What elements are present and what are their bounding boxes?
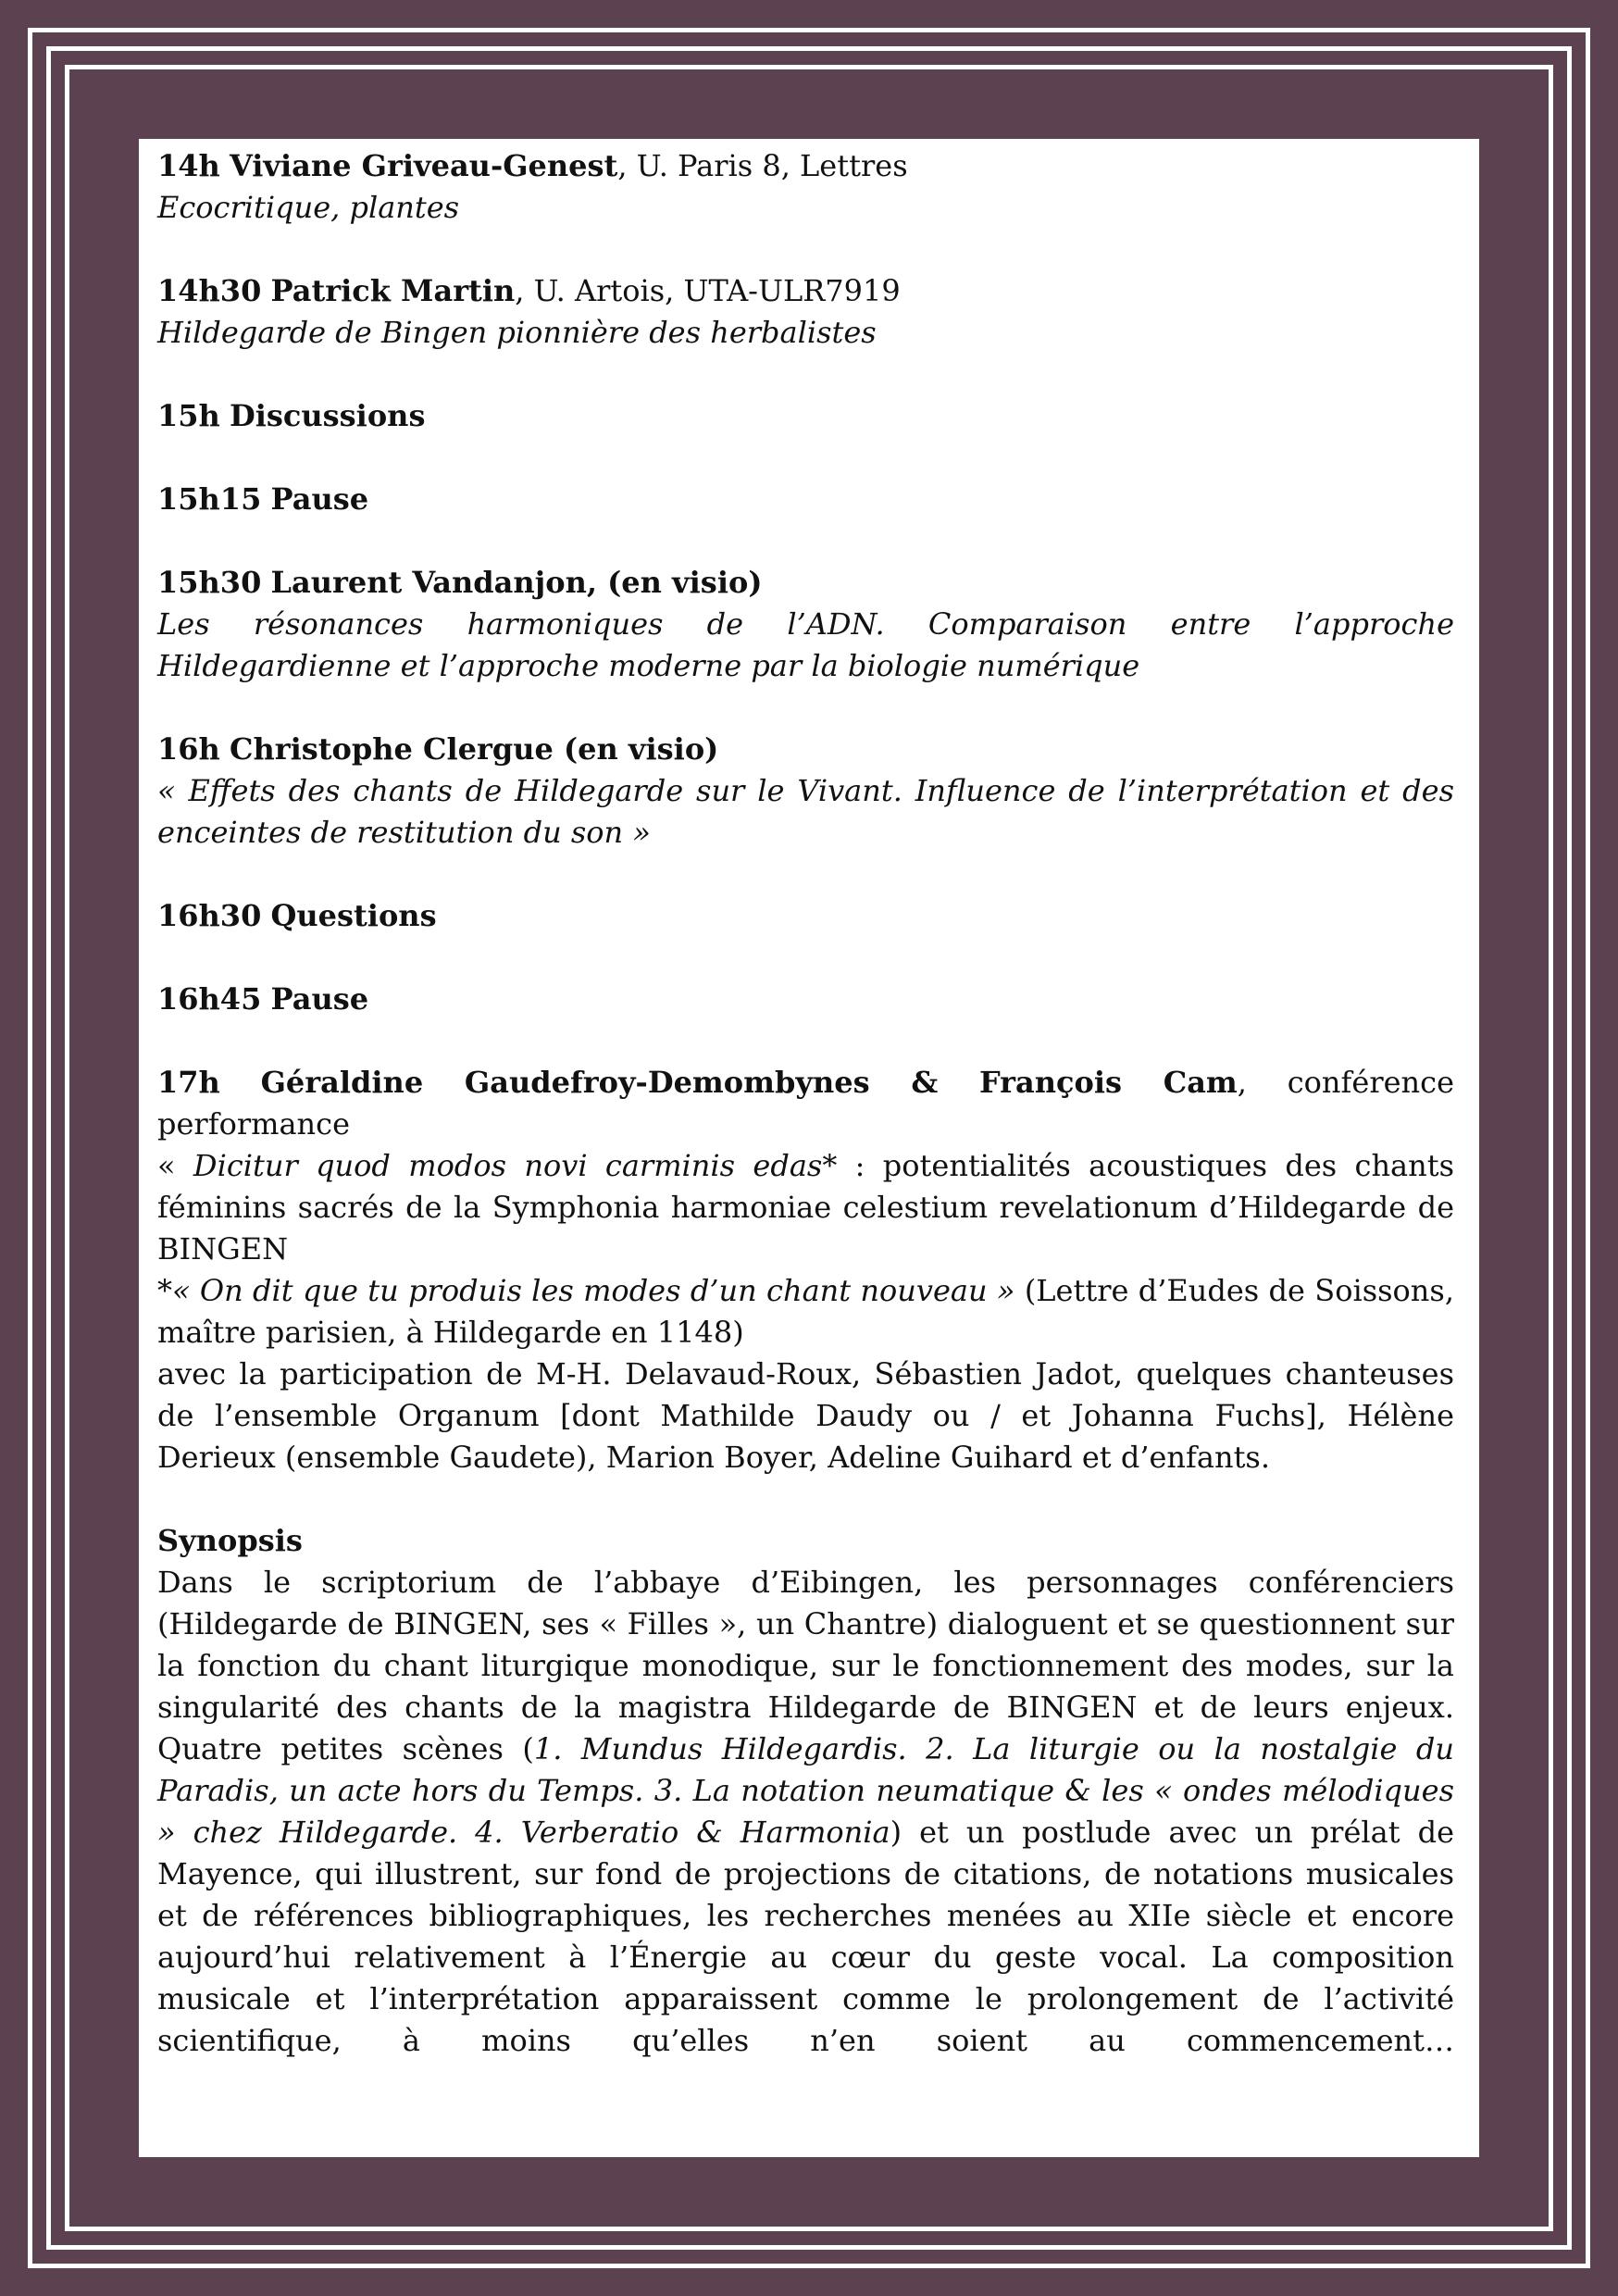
performance-subtitle: * : potentialités acoustiques des chants féminins sacrés de la Symphonia harmoniae celestium revelationum d’Hildegarde de BINGEN (157, 1148, 1455, 1267)
speaker-name: Patrick Martin (270, 273, 516, 308)
talk-title: « Effets des chants de Hildegarde sur le Vivant. Influence de l’interprétation et des enceintes de restitution du son » (157, 773, 1454, 850)
program-entry-14h (157, 145, 1454, 229)
speaker-name: Christophe Clergue (en visio) (229, 731, 719, 767)
footnote-source: (Lettre d’Eudes de Soissons, maître parisien, à Hildegarde en 1148) (157, 1273, 1454, 1350)
entry-time: 16h30 (157, 898, 262, 933)
synopsis-text-1: Dans le scriptorium de l’abbaye d’Eibingen, les personnages conférenciers (Hildegarde de BINGEN, ses « Filles », un Chantre) dialoguent et se questionnent sur la fonction du chant liturgique monodique, sur le fonctionnement des modes, sur la singularité des chants de la magistra Hildegarde de BINGEN et de leurs enjeux. Quatre petites scènes ( (157, 1565, 1454, 1766)
talk-title: Hildegarde de Bingen pionnière des herbalistes (157, 315, 877, 350)
speaker-name: Viviane Griveau-Genest (229, 148, 618, 183)
synopsis-text-2: ) et un postlude avec un prélat de Mayence, qui illustrent, sur fond de projections de citations, de notations musicales et de références bibliographiques, les recherches menées au XIIe siècle et encore aujourd’hui relativement à l’Énergie au cœur du geste vocal. La composition musicale et l’interprétation apparaissent comme le prolongement de l’activité scientifique, à moins qu’elles n’en soient au commencement… (157, 1815, 1455, 2058)
synopsis-heading: Synopsis (157, 1523, 303, 1558)
footnote-translation: *« On dit que tu produis les modes d’un chant nouveau » (157, 1273, 1015, 1308)
speaker-affiliation: , conférence performance (157, 1065, 1455, 1142)
program-entry-15h15 (157, 479, 1454, 520)
entry-time: 16h45 (157, 981, 262, 1017)
talk-title: Les résonances harmoniques de l’ADN. Comparaison entre l’approche Hildegardienne et l’approche moderne par la biologie numérique (157, 606, 1454, 683)
program-entry-17h (157, 1062, 1454, 1479)
entry-label: Pause (270, 481, 369, 517)
entry-time: 15h (157, 398, 220, 433)
entry-time: 16h (157, 731, 220, 767)
synopsis-section (157, 1520, 1454, 2062)
speaker-name: Géraldine Gaudefroy-Demombynes & François Cam (260, 1065, 1238, 1100)
program-entry-16h45 (157, 979, 1454, 1020)
program-content (157, 145, 1454, 2103)
program-entry-15h (157, 395, 1454, 437)
entry-time: 15h30 (157, 565, 262, 600)
program-entry-15h30 (157, 562, 1454, 687)
speaker-affiliation: , U. Artois, UTA-ULR7919 (515, 273, 901, 308)
program-entry-16h (157, 729, 1454, 854)
content-panel (139, 139, 1479, 2157)
entry-time: 15h15 (157, 481, 262, 517)
program-entry-16h30 (157, 895, 1454, 937)
entry-time: 14h30 (157, 273, 262, 308)
entry-time: 17h (157, 1065, 220, 1100)
entry-label: Pause (270, 981, 369, 1017)
talk-title: Ecocritique, plantes (157, 190, 460, 225)
participants: avec la participation de M-H. Delavaud-Roux, Sébastien Jadot, quelques chanteuses de l’ensemble Organum [dont Mathilde Daudy ou / et Johanna Fuchs], Hélène Derieux (ensemble Gaudete), Marion Boyer, Adeline Guihard et d’enfants. (157, 1356, 1454, 1475)
entry-label: Discussions (229, 398, 426, 433)
speaker-name: Laurent Vandanjon, (en visio) (270, 565, 763, 600)
quote-open: « (157, 1148, 193, 1183)
entry-label: Questions (270, 898, 437, 933)
speaker-affiliation: , U. Paris 8, Lettres (617, 148, 908, 183)
entry-time: 14h (157, 148, 220, 183)
performance-title: Dicitur quod modos novi carminis edas (193, 1148, 823, 1183)
synopsis-scenes: 1. Mundus Hildegardis. 2. La liturgie ou la nostalgie du Paradis, un acte hors du Temps. 3. La notation neumatique & les « ondes mélodiques » chez Hildegarde. 4. Verberatio & Harmonia (157, 1731, 1455, 1850)
program-entry-14h30 (157, 270, 1454, 354)
